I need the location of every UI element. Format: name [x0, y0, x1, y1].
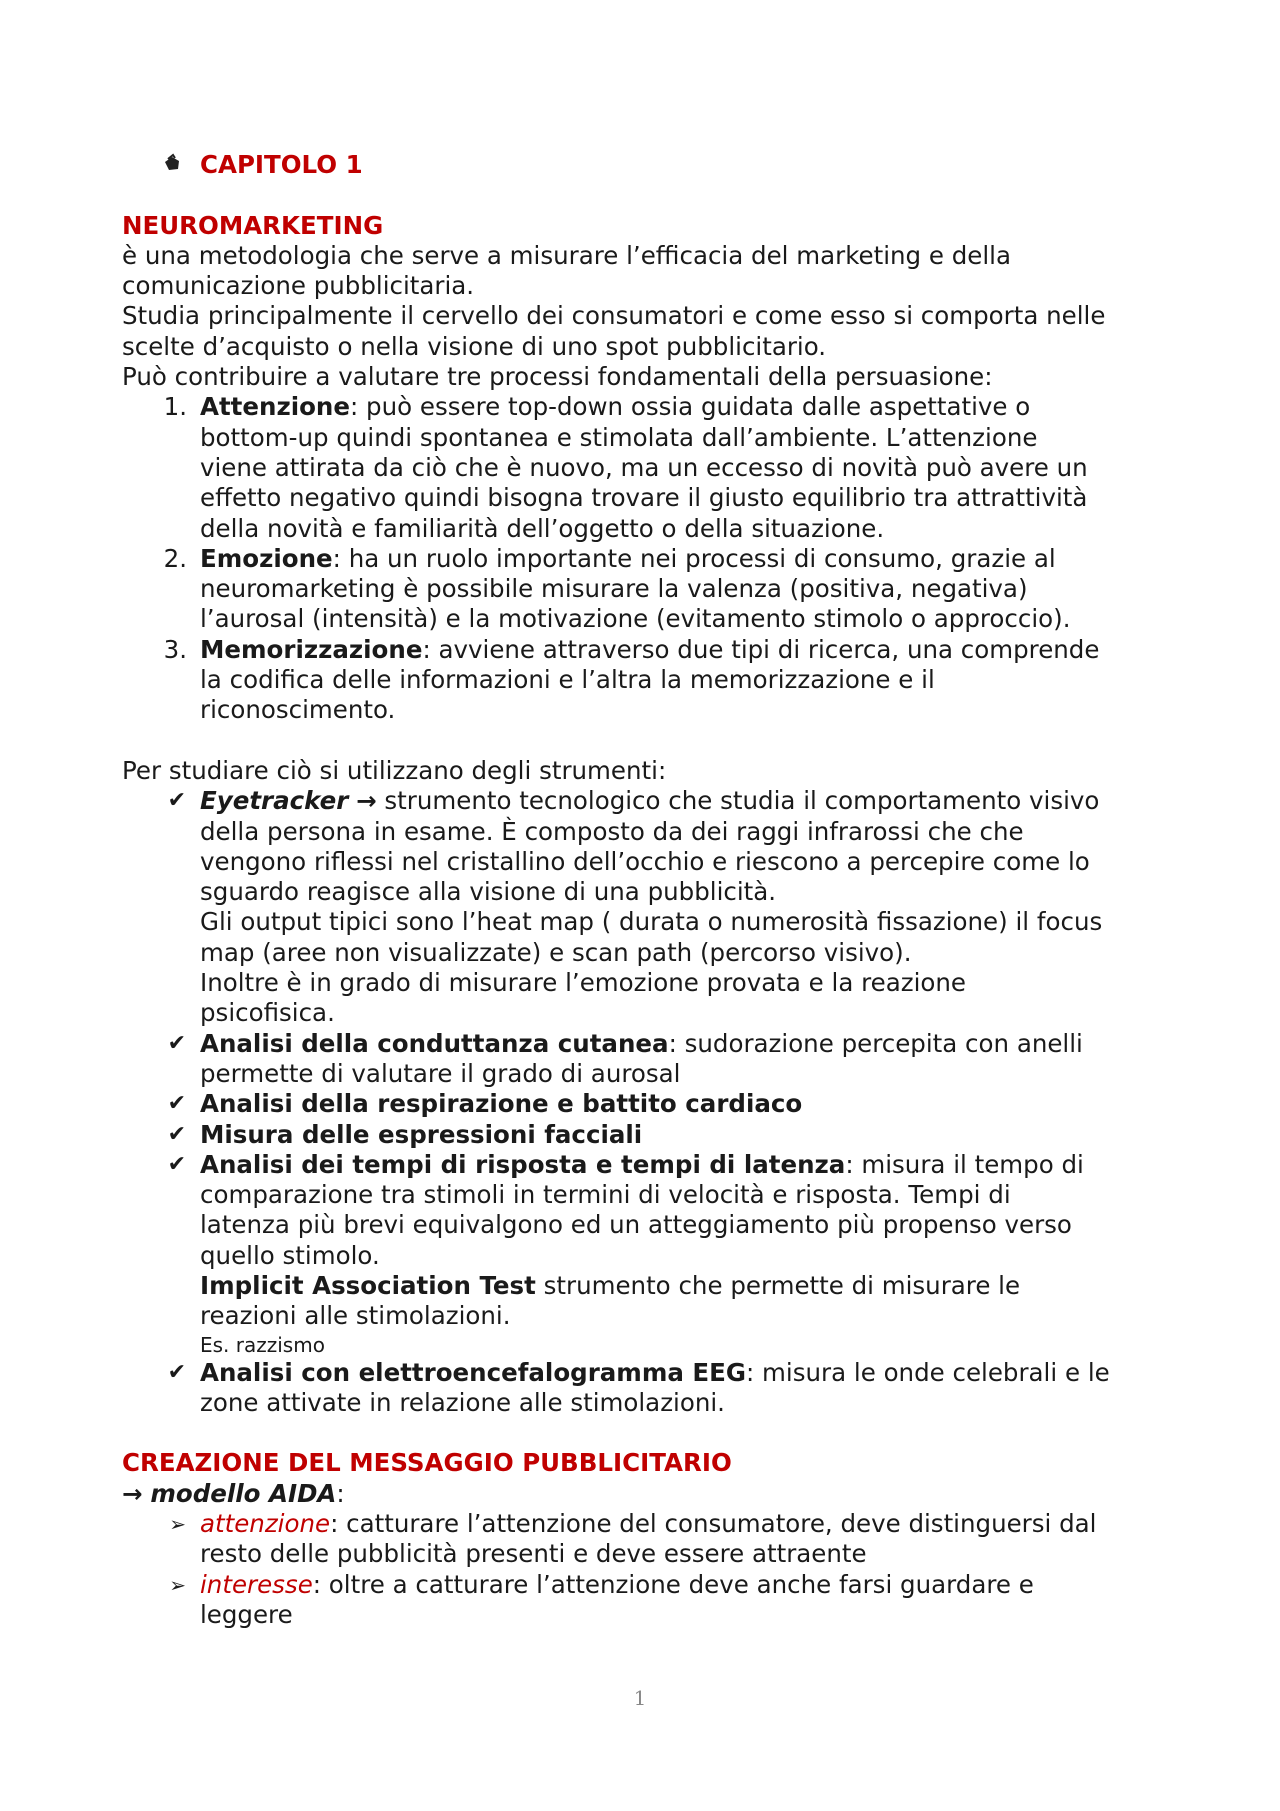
- tool-text: Gli output tipici sono l’heat map ( durata o numerosità fissazione) il focus: [200, 907, 1103, 937]
- check-icon: ✔: [167, 1121, 186, 1147]
- check-icon: ✔: [167, 1359, 186, 1385]
- tool-text: latenza più brevi equivalgono ed un atteggiamento più propenso verso: [200, 1210, 1072, 1240]
- chapter-title: CAPITOLO 1: [200, 150, 363, 179]
- list-text: viene attirata da ciò che è nuovo, ma un eccesso di novità può avere un: [200, 452, 1088, 482]
- tool-eeg: [122, 1358, 1177, 1419]
- tool-text: sguardo reagisce alla visione di una pubblicità.: [200, 877, 777, 907]
- list-text: bottom-up quindi spontanea e stimolata dall’ambiente. L’attenzione: [200, 422, 1038, 452]
- list-item-memorizzazione: [122, 635, 1177, 726]
- tool-term: Analisi della conduttanza cutanea: [200, 1028, 669, 1058]
- iat-term: Implicit Association Test: [200, 1270, 536, 1300]
- tool-term: Analisi della respirazione e battito cardiaco: [200, 1089, 803, 1119]
- list-text: : ha un ruolo importante nei processi di consumo, grazie al: [332, 543, 1056, 573]
- arrow-bullet-icon: ➢: [169, 1572, 186, 1597]
- tool-text: reazioni alle stimolazioni.: [200, 1301, 511, 1331]
- list-text: riconoscimento.: [200, 695, 396, 725]
- tool-term: Eyetracker: [200, 786, 349, 816]
- aida-item-attenzione: [122, 1509, 1177, 1570]
- neuromarketing-heading: NEUROMARKETING: [122, 210, 384, 240]
- tool-text: della persona in esame. È composto da dei raggi infrarossi che che: [200, 816, 1024, 846]
- tool-eyetracker: [122, 786, 1177, 1028]
- tool-text: psicofisica.: [200, 998, 335, 1028]
- neuro-intro-line: Studia principalmente il cervello dei consumatori e come esso si comporta nelle: [122, 301, 1106, 331]
- tool-term: Analisi dei tempi di risposta e tempi di latenza: [200, 1149, 846, 1179]
- tool-text: zone attivate in relazione alle stimolazioni.: [200, 1387, 725, 1417]
- tool-text: : sudorazione percepita con anelli: [668, 1028, 1083, 1058]
- tool-text: quello stimolo.: [200, 1240, 380, 1270]
- aida-item-interesse: [122, 1570, 1177, 1631]
- tool-text: : misura le onde celebrali e le: [746, 1357, 1110, 1387]
- neuro-intro-line: scelte d’acquisto o nella visione di uno spot pubblicitario.: [122, 331, 827, 361]
- tool-text: permette di valutare il grado di aurosal: [200, 1058, 681, 1088]
- arrow-icon: →: [356, 786, 377, 816]
- aida-text: resto delle pubblicità presenti e deve essere attraente: [200, 1539, 867, 1569]
- tool-text: vengono riflessi nel cristallino dell’occhio e riescono a percepire come lo: [200, 846, 1090, 876]
- arrow-icon: →: [122, 1478, 143, 1508]
- aida-text: leggere: [200, 1599, 293, 1629]
- list-term: Memorizzazione: [200, 634, 423, 664]
- tool-espressioni: [122, 1120, 1177, 1150]
- tool-respirazione: [122, 1089, 1177, 1119]
- tool-text: strumento che permette di misurare le: [535, 1270, 1021, 1300]
- page-number: 1: [633, 1686, 647, 1710]
- aida-text: : catturare l’attenzione del consumatore, deve distinguersi dal: [330, 1509, 1097, 1539]
- tool-conduttanza: [122, 1029, 1177, 1090]
- list-text: effetto negativo quindi bisogna trovare il giusto equilibrio tra attrattività: [200, 483, 1088, 513]
- tool-tempi: [122, 1150, 1177, 1358]
- list-item-emozione: [122, 544, 1177, 635]
- neuro-intro-line: comunicazione pubblicitaria.: [122, 271, 475, 301]
- tool-text: : misura il tempo di: [845, 1149, 1084, 1179]
- list-text: : può essere top-down ossia guidata dalle aspettative o: [350, 392, 1031, 422]
- aida-term: interesse: [200, 1569, 313, 1599]
- tool-term: Analisi con elettroencefalogramma EEG: [200, 1357, 747, 1387]
- tools-intro: Per studiare ciò si utilizzano degli strumenti:: [122, 755, 667, 785]
- aida-text: : oltre a catturare l’attenzione deve anche farsi guardare e: [312, 1569, 1034, 1599]
- model-title: modello AIDA: [150, 1478, 337, 1508]
- check-icon: ✔: [167, 1151, 186, 1177]
- aida-term: attenzione: [200, 1509, 331, 1539]
- tool-term: Misura delle espressioni facciali: [200, 1119, 643, 1149]
- check-icon: ✔: [167, 1091, 186, 1117]
- list-text: la codifica delle informazioni e l’altra la memorizzazione e il: [200, 665, 935, 695]
- list-item-attenzione: [122, 392, 1177, 543]
- model-colon: :: [336, 1478, 345, 1508]
- arrow-bullet-icon: ➢: [169, 1512, 186, 1537]
- list-text: della novità e familiarità dell’oggetto o della situazione.: [200, 513, 885, 543]
- list-term: Attenzione: [200, 392, 350, 422]
- neuro-intro-line: Può contribuire a valutare tre processi fondamentali della persuasione:: [122, 362, 993, 392]
- check-icon: ✔: [167, 788, 186, 814]
- list-number: 1.: [163, 392, 187, 422]
- tool-text: map (aree non visualizzate) e scan path (percorso visivo).: [200, 937, 912, 967]
- message-heading: CREAZIONE DEL MESSAGGIO PUBBLICITARIO: [122, 1448, 732, 1478]
- neuro-intro-line: è una metodologia che serve a misurare l’efficacia del marketing e della: [122, 240, 1011, 270]
- example-note: Es. razzismo: [200, 1332, 325, 1357]
- chapter-heading: [162, 150, 1177, 180]
- list-text: l’aurosal (intensità) e la motivazione (evitamento stimolo o approccio).: [200, 604, 1071, 634]
- hand-pointer-icon: [162, 150, 200, 180]
- list-text: neuromarketing è possibile misurare la valenza (positiva, negativa): [200, 574, 1028, 604]
- list-term: Emozione: [200, 543, 333, 573]
- list-text: : avviene attraverso due tipi di ricerca, una comprende: [422, 634, 1100, 664]
- tool-text: Inoltre è in grado di misurare l’emozione provata e la reazione: [200, 968, 967, 998]
- tool-text: comparazione tra stimoli in termini di velocità e risposta. Tempi di: [200, 1180, 1011, 1210]
- check-icon: ✔: [167, 1030, 186, 1056]
- tool-text: strumento tecnologico che studia il comportamento visivo: [376, 786, 1100, 816]
- document-page: [122, 150, 1177, 1630]
- list-number: 2.: [163, 543, 187, 573]
- list-number: 3.: [163, 634, 187, 664]
